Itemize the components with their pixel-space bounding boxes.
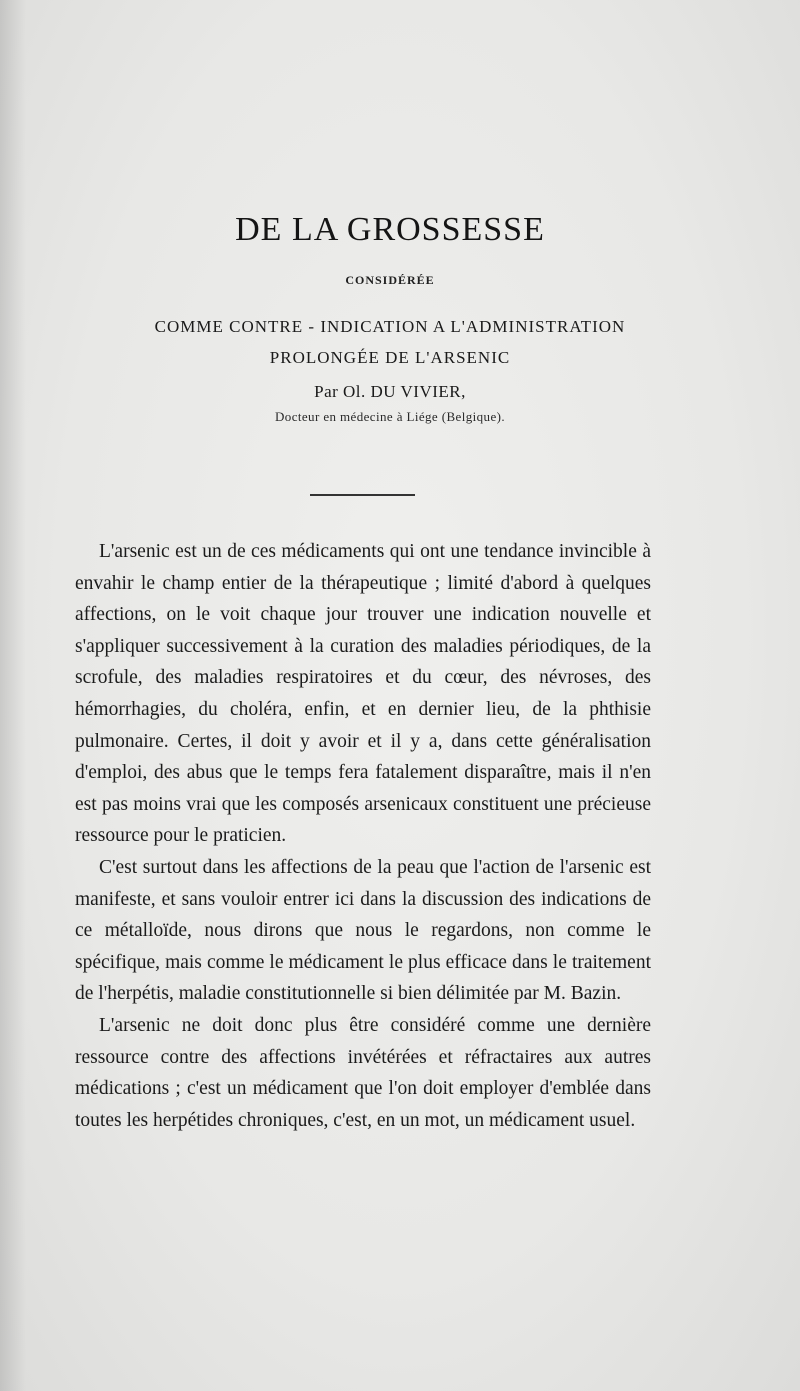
body-paragraph-1: L'arsenic est un de ces médicaments qui ont une tendance invincible à envahir le champ entier de la thérapeutique ; limité d'abord à quelques affections, on le voit chaque jour trouver une indication nouvelle et s'appliquer successivement à la curation des maladies périodiques, de la scrofule, des maladies respiratoires et du cœur, des névroses, des hémorrhagies, du choléra, enfin, et en dernier lieu, de la phthisie pulmonaire. Certes, il doit y avoir et il y a, dans cette généralisation d'emploi, des abus que le temps fera fatalement disparaître, mais il n'en est pas moins vrai que les composés arsenicaux constituent une précieuse ressource pour le praticien.: [75, 541, 651, 847]
author-affiliation: Docteur en médecine à Liége (Belgique).: [275, 409, 505, 424]
section-divider: [310, 494, 415, 496]
body-paragraph-2: C'est surtout dans les affections de la peau que l'action de l'arsenic est manifeste, et sans vouloir entrer ici dans la discussion des indications de ce métalloïde, nous dirons que nous le regardons, non comme le spécifique, mais comme le médicament le plus efficace dans le traitement de l'herpétis, maladie constitutionnelle si bien délimitée par M. Bazin.: [75, 856, 651, 1005]
subtitle-line-2: PROLONGÉE DE L'ARSENIC: [269, 348, 511, 367]
subtitle-line-1: COMME CONTRE - INDICATION A L'ADMINISTRATION: [154, 317, 626, 336]
author-byline: Par Ol. DU VIVIER,: [314, 382, 466, 401]
article-title: DE LA GROSSESSE: [235, 211, 545, 248]
body-paragraph-3: L'arsenic ne doit donc plus être considéré comme une dernière ressource contre des affections invétérées et réfractaires aux autres médications ; c'est un médicament que l'on doit employer d'emblée dans toutes les herpétides chroniques, c'est, en un mot, un médicament usuel.: [75, 1014, 651, 1131]
title-qualifier: CONSIDÉRÉE: [345, 273, 435, 287]
article-body: [75, 536, 651, 1136]
